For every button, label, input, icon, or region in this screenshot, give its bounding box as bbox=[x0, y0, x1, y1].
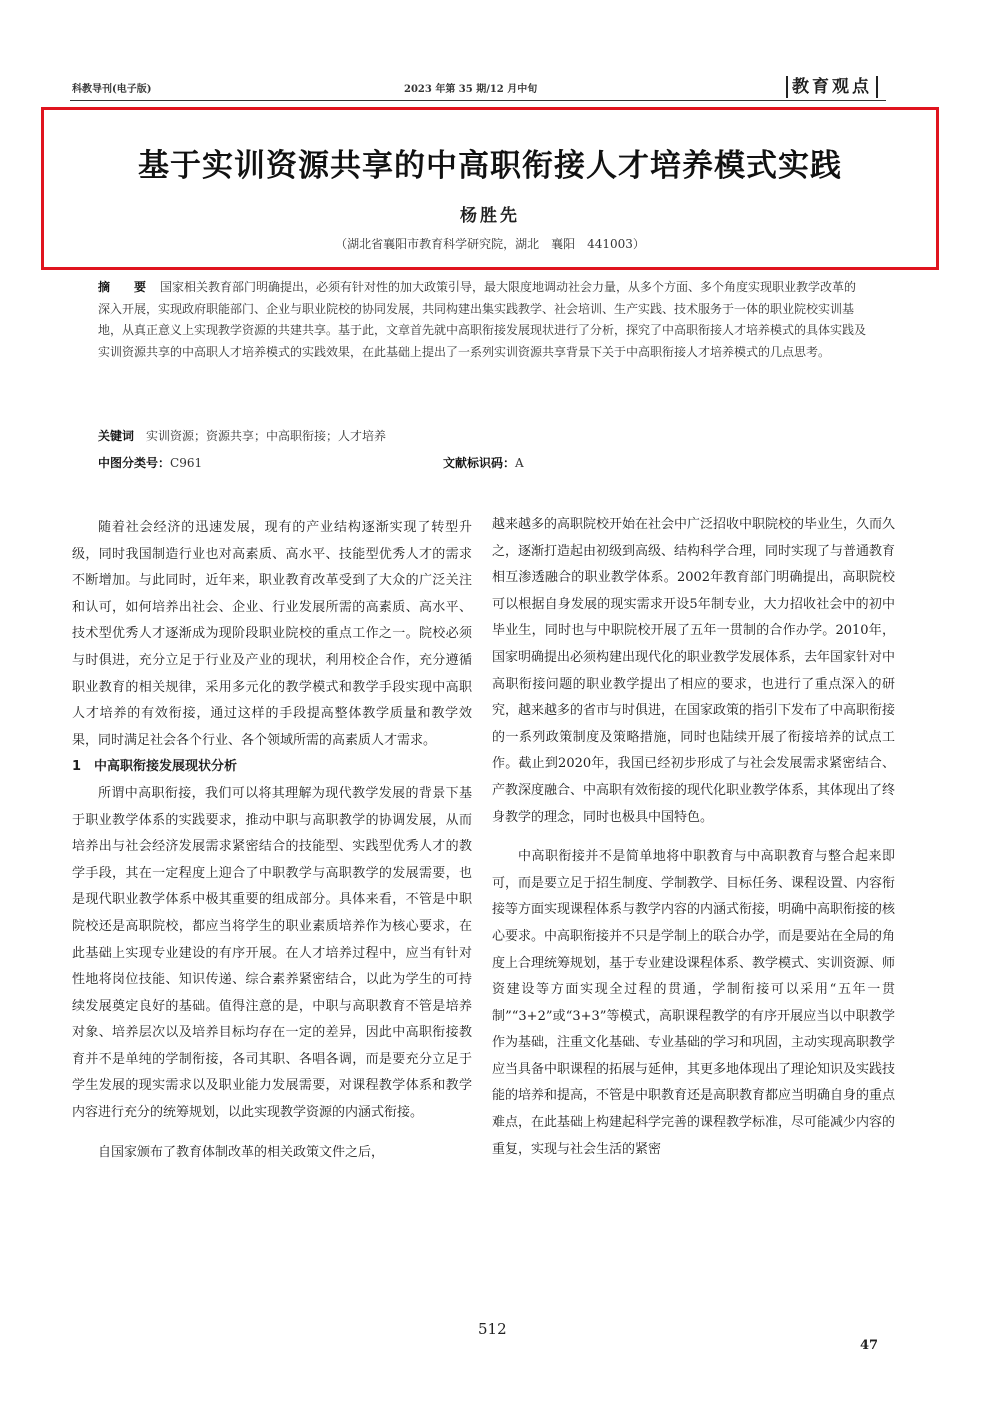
clc-number bbox=[98, 454, 202, 471]
author-name: 杨胜先 bbox=[460, 206, 520, 226]
journal-name: 科教导刊(电子版) bbox=[72, 84, 152, 95]
paragraph-spacer bbox=[492, 831, 895, 844]
body-paragraph: 所谓中高职衔接，我们可以将其理解为现代教学发展的背景下基于职业教学体系的实践要求，推动中职与高职教学的协调发展，从而培养出与社会经济发展需求紧密结合的技能型、实践型优秀人才的教学手段，其在一定程度上迎合了中职教学与高职教学的发展需要，也是现代职业教学体系中极其重要的组成部分。具体来看，不管是中职院校还是高职院校，都应当将学生的职业素质培养作为核心要求，在此基础上实现专业建设的有序开展。在人才培养过程中，应当有针对性地将岗位技能、知识传递、综合素养紧密结合，以此为学生的可持续发展奠定良好的基础。值得注意的是，中职与高职教育不管是培养对象、培养层次以及培养目标均存在一定的差异，因此中高职衔接教育并不是单纯的学制衔接，各司其职、各唱各调，而是要充分立足于学生发展的现实需求以及职业能力发展需要，对课程教学体系和教学内容进行充分的统筹规划，以此实现教学资源的内涵式衔接。 bbox=[72, 785, 472, 1121]
keywords-label: 关键词 bbox=[98, 429, 135, 443]
header-rule bbox=[70, 100, 886, 101]
column-name: 教育观点 bbox=[786, 76, 878, 98]
body-left-column bbox=[72, 515, 472, 1166]
doc-label: 文献标识码： bbox=[443, 456, 516, 470]
keywords-text: 实训资源；资源共享；中高职衔接；人才培养 bbox=[146, 429, 387, 443]
body-paragraph: 越来越多的高职院校开始在社会中广泛招收中职院校的毕业生，久而久之，逐渐打造起由初级到高级、结构科学合理，同时实现了与普通教育相互渗透融合的职业教学体系。2002年教育部门明确提出，高职院校可以根据自身发展的现实需求开设5年制专业，大力招收社会中的初中毕业生，同时也与中职院校开展了五年一贯制的合作办学。2010年，国家明确提出必须构建出现代化的职业教学发展体系，去年国家针对中高职衔接问题的职业教学提出了相应的要求，也进行了重点深入的研究，越来越多的省市与时俱进，在国家政策的指引下发布了中高职衔接的一系列政策制度及策略措施，同时也陆续开展了衔接培养的试点工作。截止到2020年，我国已经初步形成了与社会发展需求紧密结合、产教深度融合、中高职有效衔接的现代化职业教学体系，其体现出了终身教学的理念，同时也极具中国特色。 bbox=[492, 517, 896, 825]
abstract bbox=[98, 277, 868, 363]
body-right-column bbox=[492, 512, 895, 1163]
body-paragraph: 自国家颁布了教育体制改革的相关政策文件之后， bbox=[98, 1144, 385, 1160]
keywords bbox=[98, 427, 386, 444]
document-code bbox=[443, 454, 524, 471]
issue-info: 2023 年第 35 期/12 月中旬 bbox=[404, 84, 538, 95]
body-paragraph: 中高职衔接并不是简单地将中职教育与中高职教育与整合起来即可，而是要立足于招生制度、学制教学、目标任务、课程设置、内容衔接等方面实现课程体系与教学内容的内涵式衔接，明确中高职衔接的核心要求。中高职衔接并不只是学制上的联合办学，而是要站在全局的角度上合理统筹规划，基于专业建设课程体系、教学模式、实训资源、师资建设等方面实现全过程的贯通，学制衔接可以采用“五年一贯制”“3+2”或“3+3”等模式，高职课程教学的有序开展应当以中职教学作为基础，注重文化基础、专业基础的学习和巩固，主动实现高职教学应当具备中职课程的拓展与延伸，其更多地体现出了理论知识及实践技能的培养和提高，不管是中职教育还是高职教育都应当明确自身的重点难点，在此基础上构建起科学完善的课程教学标准，尽可能减少内容的重复，实现与社会生活的紧密 bbox=[492, 849, 896, 1157]
article-title: 基于实训资源共享的中高职衔接人才培养模式实践 bbox=[138, 148, 842, 184]
abstract-label: 摘 要 bbox=[98, 280, 153, 294]
clc-label: 中图分类号： bbox=[98, 456, 171, 470]
clc-value: C961 bbox=[170, 456, 203, 470]
page-number-center: 512 bbox=[478, 1320, 507, 1338]
doc-value: A bbox=[515, 456, 524, 470]
page-number-right: 47 bbox=[860, 1338, 879, 1353]
author-affiliation: （湖北省襄阳市教育科学研究院，湖北 襄阳 441003） bbox=[335, 237, 645, 251]
section-heading: 1 中高职衔接发展现状分析 bbox=[72, 759, 238, 775]
paragraph-spacer bbox=[72, 1127, 472, 1140]
body-paragraph: 随着社会经济的迅速发展，现有的产业结构逐渐实现了转型升级，同时我国制造行业也对高素质、高水平、技能型优秀人才的需求不断增加。与此同时，近年来，职业教育改革受到了大众的广泛关注和认可，如何培养出社会、企业、行业发展所需的高素质、高水平、技术型优秀人才逐渐成为现阶段职业院校的重点工作之一。院校必须与时俱进，充分立足于行业及产业的现状，利用校企合作，充分遵循职业教育的相关规律，采用多元化的教学模式和教学手段实现中高职人才培养的有效衔接，通过这样的手段提高整体教学质量和教学效果，同时满足社会各个行业、各个领域所需的高素质人才需求。 bbox=[72, 520, 472, 748]
abstract-text: 国家相关教育部门明确提出，必须有针对性的加大政策引导，最大限度地调动社会力量，从多个方面、多个角度实现职业教学改革的深入开展，实现政府职能部门、企业与职业院校的协同发展，共同构建出集实践教学、社会培训、生产实践、技术服务于一体的职业院校实训基地，从真正意义上实现教学资源的共建共享。基于此，文章首先就中高职衔接发展现状进行了分析，探究了中高职衔接人才培养模式的具体实践及实训资源共享的中高职人才培养模式的实践效果，在此基础上提出了一系列实训资源共享背景下关于中高职衔接人才培养模式的几点思考。 bbox=[98, 280, 867, 359]
